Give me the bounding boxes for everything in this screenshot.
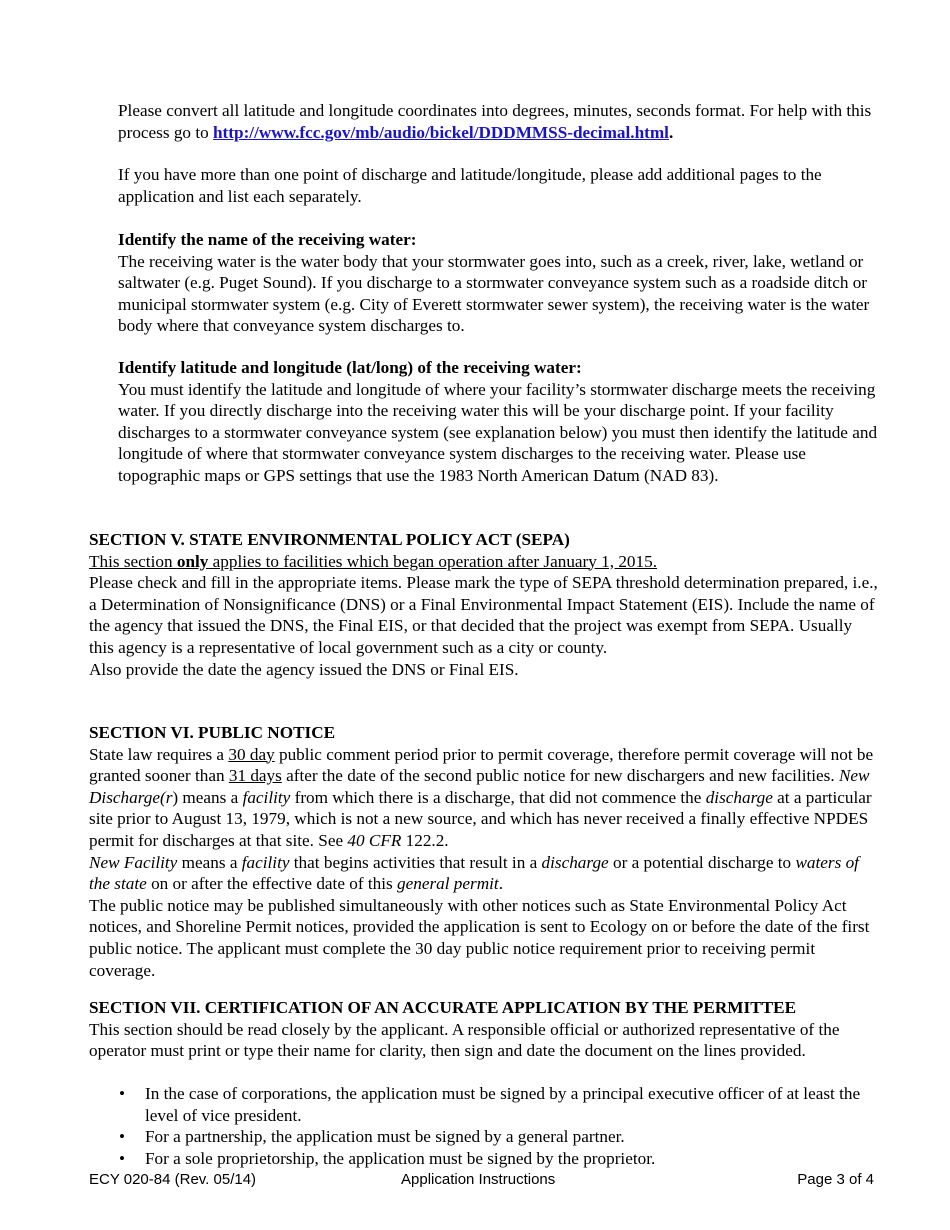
section-vi-comment-period: State law requires a 30 day public comment period prior to permit coverage, therefore permit coverage will not be granted sooner than 31 days after the date of the second public notice for new dischargers and new facilities. New Discharge(r) means a facility from which there is a discharge, that did not commence the discharge at a particular site prior to August 13, 1979, which is not a new source, and which has never received a finally effective NPDES permit for discharges at that site. See 40 CFR 122.2. bbox=[89, 744, 874, 850]
section-vi-new-facility: New Facility means a facility that begins activities that result in a discharge or a potential discharge to waters of the state on or after the effective date of this general permit. bbox=[89, 852, 859, 894]
section-v-body: Please check and fill in the appropriate items. Please mark the type of SEPA threshold determination prepared, i.e., a Determination of Nonsignificance (DNS) or a Final Environmental Impact Statement (EIS). Include the name of the agency that issued the DNS, the Final EIS, or that decided that the project was exempt from SEPA. Usually this agency is a representative of local government such as a city or county. bbox=[89, 573, 878, 657]
list-item: • For a sole proprietorship, the application must be signed by the proprietor. bbox=[119, 1148, 656, 1168]
receiving-water-body: The receiving water is the water body that your stormwater goes into, such as a creek, river, lake, wetland or saltwater (e.g. Puget Sound). If you discharge to a stormwater conveyance system such as a roadside ditch or municipal stormwater system (e.g. City of Everett stormwater sewer system), the receiving water is the water body where that conveyance system discharges to. bbox=[118, 251, 870, 336]
list-item: • For a partnership, the application must be signed by a general partner. bbox=[119, 1127, 625, 1147]
signature-bullet-list bbox=[119, 1083, 880, 1169]
section-vii-heading: SECTION VII. CERTIFICATION OF AN ACCURATE APPLICATION BY THE PERMITTEE bbox=[89, 998, 797, 1017]
coordinates-paragraph bbox=[118, 100, 878, 143]
section-vii bbox=[89, 997, 881, 1062]
fcc-conversion-link[interactable]: http://www.fcc.gov/mb/audio/bickel/DDDMMSS-decimal.html bbox=[213, 122, 669, 142]
page-footer bbox=[89, 1170, 874, 1190]
section-vi bbox=[89, 722, 881, 981]
form-id: ECY 020-84 (Rev. 05/14) bbox=[89, 1171, 257, 1188]
section-v-heading: SECTION V. STATE ENVIRONMENTAL POLICY ACT (SEPA) bbox=[89, 530, 570, 549]
bullet-icon: • bbox=[119, 1127, 126, 1147]
latlong-section bbox=[118, 357, 878, 487]
list-item: • In the case of corporations, the application must be signed by a principal executive officer of at least the level of vice president. bbox=[119, 1084, 861, 1125]
section-vii-body: This section should be read closely by the applicant. A responsible official or authorized representative of the operator must print or type their name for clarity, then sign and date the document on the lines provided. bbox=[89, 1019, 840, 1061]
footer-title: Application Instructions bbox=[401, 1171, 556, 1188]
section-v bbox=[89, 529, 881, 680]
section-vi-simultaneous: The public notice may be published simultaneously with other notices such as State Environmental Policy Act notices, and Shoreline Permit notices, provided the application is sent to Ecology on or before the date of the first public notice. The applicant must complete the 30 day public notice requirement prior to receiving permit coverage. bbox=[89, 895, 870, 980]
multiple-points-text: If you have more than one point of discharge and latitude/longitude, please add additional pages to the application and list each separately. bbox=[118, 165, 822, 206]
receiving-water-section bbox=[118, 229, 878, 337]
latlong-body: You must identify the latitude and longitude of where your facility’s stormwater discharge meets the receiving water. If you directly discharge into the receiving water this will be your discharge point. If your facility discharges to a stormwater conveyance system (see explanation below) you must then identify the latitude and longitude of where that stormwater conveyance system discharges to the receiving water. Please use topographic maps or GPS settings that use the 1983 North American Datum (NAD 83). bbox=[118, 379, 878, 485]
multiple-points-paragraph bbox=[118, 164, 878, 207]
section-v-scope: This section only applies to facilities which began operation after January 1, 2015. bbox=[89, 551, 658, 571]
coordinates-text: Please convert all latitude and longitude coordinates into degrees, minutes, seconds format. For help with this process go to http://www.fcc.gov/mb/audio/bickel/DDDMMSS-decimal.html. bbox=[118, 101, 872, 142]
latlong-heading: Identify latitude and longitude (lat/long) of the receiving water: bbox=[118, 358, 582, 377]
bullet-icon: • bbox=[119, 1084, 126, 1103]
page-number: Page 3 of 4 bbox=[797, 1171, 874, 1188]
signature-bullets bbox=[119, 1083, 880, 1169]
bullet-icon: • bbox=[119, 1148, 126, 1168]
receiving-water-heading: Identify the name of the receiving water: bbox=[118, 230, 417, 249]
section-vi-heading: SECTION VI. PUBLIC NOTICE bbox=[89, 723, 336, 742]
section-v-body-date: Also provide the date the agency issued the DNS or Final EIS. bbox=[89, 659, 519, 679]
